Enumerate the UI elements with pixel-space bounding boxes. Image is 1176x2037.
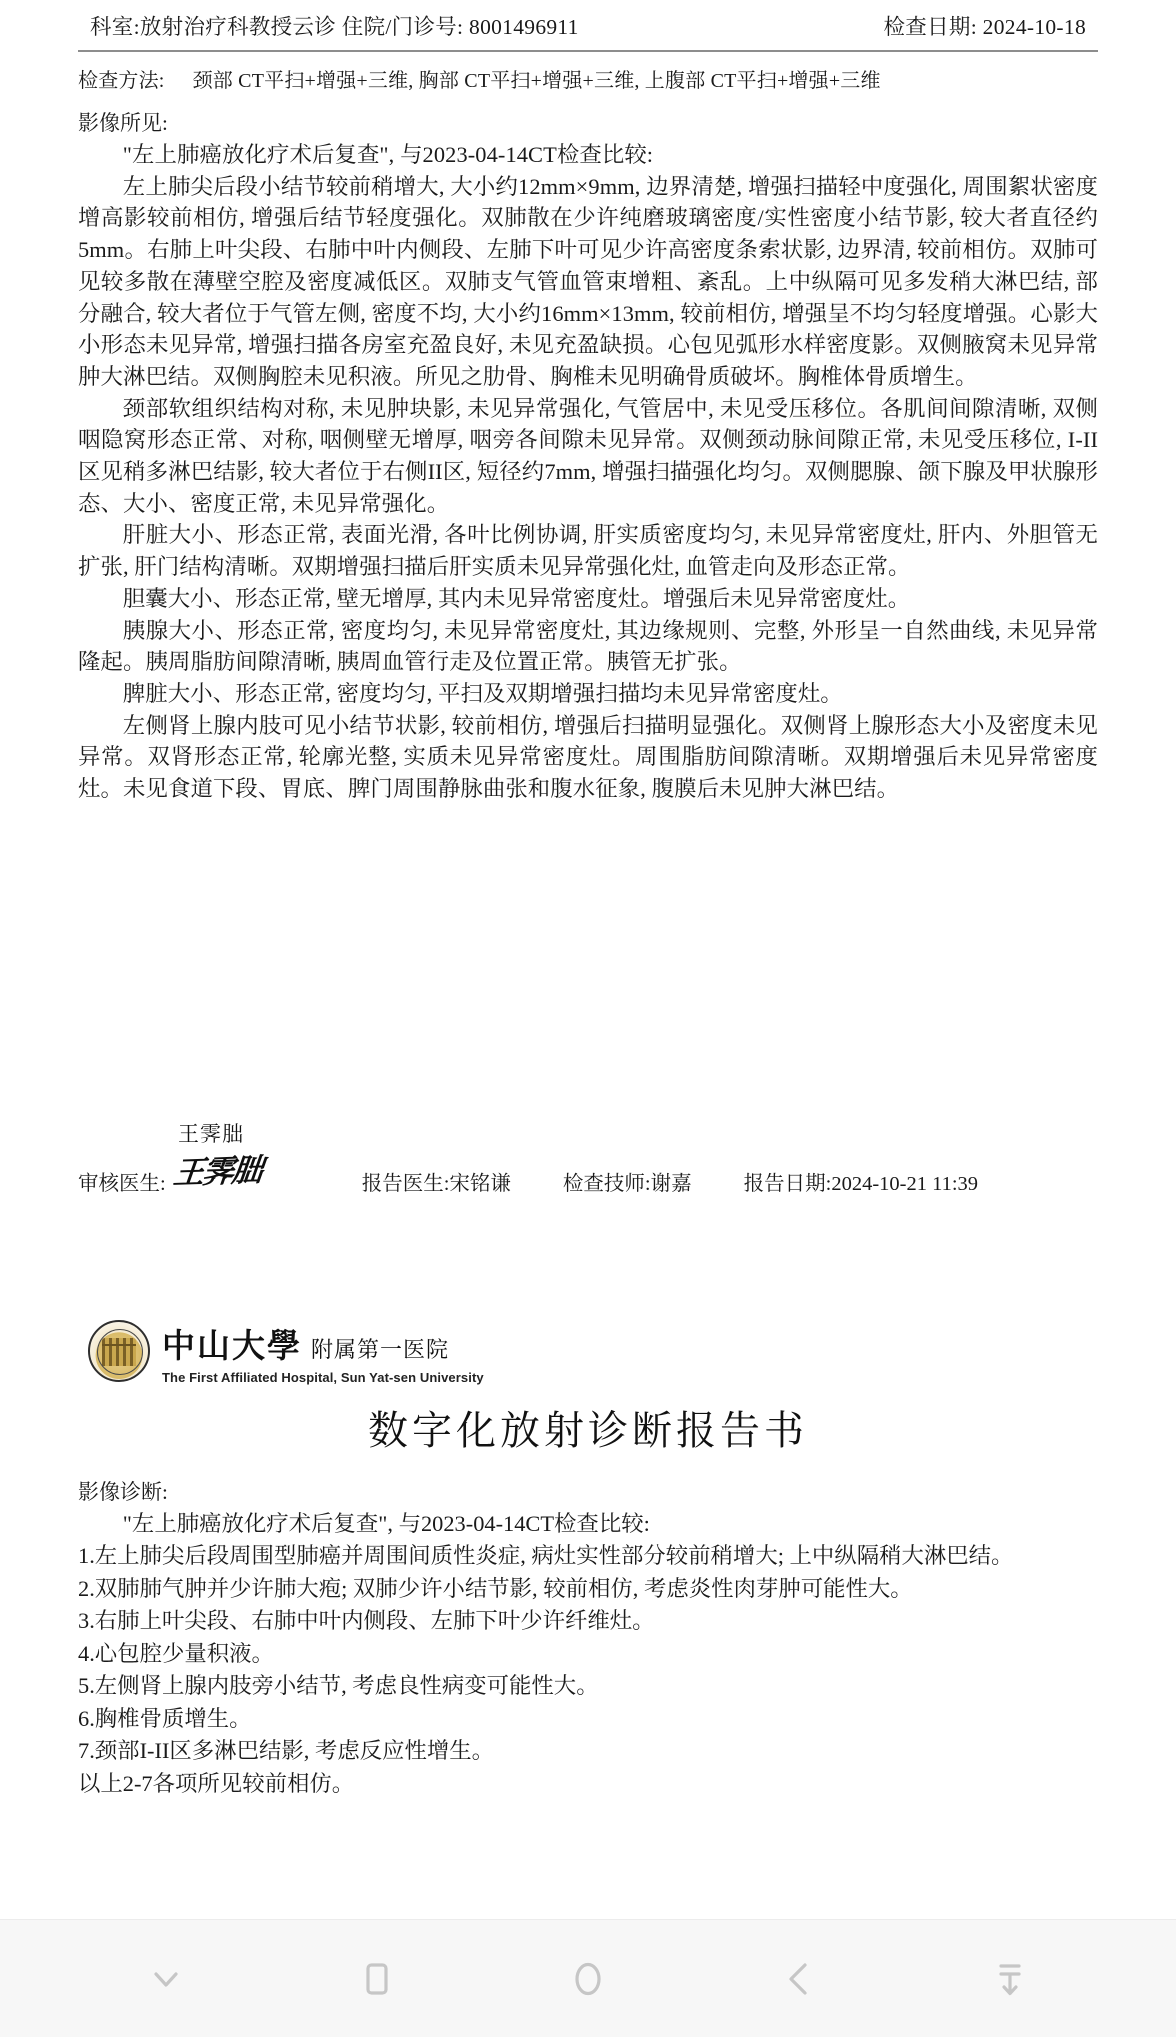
android-navigation-bar [0,1919,1176,2037]
report-continuation-sheet [0,0,1176,805]
hospital-affiliate-cn: 附属第一医院 [311,1337,450,1362]
diagnosis-item: 2.双肺肺气肿并少许肺大疱; 双肺少许小结节影, 较前相仿, 考虑炎性肉芽肿可能性大。 [78,1575,913,1601]
exam-date-value: 2024-10-18 [982,15,1086,39]
diagnosis-item: 5.左侧肾上腺内肢旁小结节, 考虑良性病变可能性大。 [78,1673,599,1699]
hospital-name-block [162,1318,484,1385]
findings-paragraph: "左上肺癌放化疗术后复查", 与2023-04-14CT检查比较: [122,142,654,167]
signature-block [0,1122,1176,1196]
scroll-down-icon[interactable] [964,1933,1056,2025]
university-seal-icon [88,1320,150,1382]
findings-paragraph: 左上肺尖后段小结节较前稍增大, 大小约12mm×9mm, 边界清楚, 增强扫描轻中度强化, 周围絮状密度增高影较前相仿, 增强后结节轻度强化。双肺散在少许纯磨玻璃密度/实性密度小结节影, 较大者直径约5mm。右肺上叶尖段、右肺中叶内侧段、左肺下叶可见少许高密度条索状影, 边界清, 较前相仿。双肺可见较多散在薄壁空腔及密度减低区。双肺支气管血管束增粗、紊乱。上中纵隔可见多发稍大淋巴结, 部分融合, 较大者位于气管左侧, 密度不均, 大小约16mm×13mm, 较前相仿, 增强呈不均匀轻度增强。心影大小形态未见异常, 增强扫描各房室充盈良好, 未见充盈缺损。心包见弧形水样密度影。双侧腋窝未见异常肿大淋巴结。双侧胸腔未见积液。所见之肋骨、胸椎未见明确骨质破坏。胸椎体骨质增生。 [78,173,1098,389]
diagnosis-footer: 以上2-7各项所见较前相仿。 [78,1770,355,1796]
findings-paragraph: 颈部软组织结构对称, 未见肿块影, 未见异常强化, 气管居中, 未见受压移位。各肌间间隙清晰, 双侧咽隐窝形态正常、对称, 咽侧壁无增厚, 咽旁各间隙未见异常。双侧颈动脉间隙正常, 未见受压移位, I-II区见稍多淋巴结影, 较大者位于右侧II区, 短径约7mm, 增强扫描强化均匀。双侧腮腺、颌下腺及甲状腺形态、大小、密度正常, 未见异常强化。 [78,395,1098,516]
findings-paragraph: 胰腺大小、形态正常, 密度均匀, 未见异常密度灶, 其边缘规则、完整, 外形呈一自然曲线, 未见异常隆起。胰周脂肪间隙清晰, 胰周血管行走及位置正常。胰管无扩张。 [78,617,1098,675]
hospital-name-english: The First Affiliated Hospital, Sun Yat-sen University [162,1370,484,1385]
reviewer-printed-name: 王霁朏 [178,1122,244,1146]
seal-inner-ring [97,1329,143,1375]
findings-paragraph: 肝脏大小、形态正常, 表面光滑, 各叶比例协调, 肝实质密度均匀, 未见异常密度灶, 肝内、外胆管无扩张, 肝门结构清晰。双期增强扫描后肝实质未见异常强化灶, 血管走向及形态正常。 [78,522,1098,580]
header-exam-date [884,10,1087,41]
reporter-value: 宋铭谦 [449,1173,511,1195]
findings-body [0,137,1176,805]
diagnosis-item: 7.颈部I-II区多淋巴结影, 考虑反应性增生。 [78,1738,495,1764]
diagnosis-item: 1.左上肺尖后段周围型肺癌并周围间质性炎症, 病灶实性部分较前稍增大; 上中纵隔稍大淋巴结。 [78,1543,1014,1569]
findings-paragraph: 脾脏大小、形态正常, 密度均匀, 平扫及双期增强扫描均未见异常密度灶。 [122,680,843,706]
report-date-label: 报告日期: [743,1173,832,1195]
patient-no-value: 8001496911 [469,15,579,39]
diagnosis-comparison: "左上肺癌放化疗术后复查", 与2023-04-14CT检查比较: [122,1511,650,1536]
diagnosis-item: 4.心包腔少量积液。 [78,1640,274,1666]
page-title: 数字化放射诊断报告书 [368,1408,808,1453]
back-triangle-icon[interactable] [753,1933,845,2025]
exam-date-label: 检查日期: [883,15,977,39]
hospital-logo-row [0,1318,1176,1385]
exam-method-value: 颈部 CT平扫+增强+三维, 胸部 CT平扫+增强+三维, 上腹部 CT平扫+增强+三维 [192,70,881,92]
technician-value: 谢嘉 [650,1173,692,1195]
report-header-sheet [0,1318,1176,1800]
diagnosis-item: 6.胸椎骨质增生。 [78,1705,252,1731]
reviewer-label: 审核医生: [78,1173,166,1195]
university-name-cn: 中山大學 [162,1326,302,1365]
diagnosis-item: 3.右肺上叶尖段、右肺中叶内侧段、左肺下叶少许纤维灶。 [78,1608,655,1634]
recents-square-icon[interactable] [331,1933,423,2025]
reviewer-handwritten-signature: 王霁朏 [171,1152,263,1192]
reporter-label: 报告医生: [361,1173,450,1195]
report-header-row [0,0,1176,41]
technician-label: 检查技师: [562,1173,651,1195]
diagnosis-body [0,1506,1176,1800]
hospital-name-chinese [162,1320,484,1367]
findings-paragraph: 左侧肾上腺内肢可见小结节状影, 较前相仿, 增强后扫描明显强化。双侧肾上腺形态大小及密度未见异常。双肾形态正常, 轮廓光整, 实质未见异常密度灶。周围脂肪间隙清晰。双期增强后未见异常密度灶。未见食道下段、胃底、脾门周围静脉曲张和腹水征象, 腹膜后未见肿大淋巴结。 [78,712,1098,802]
findings-label: 影像所见: [78,111,168,135]
exam-method-row [0,52,1176,93]
report-date-value: 2024-10-21 11:39 [831,1173,979,1195]
findings-paragraph: 胆囊大小、形态正常, 壁无增厚, 其内未见异常密度灶。增强后未见异常密度灶。 [122,585,911,611]
department-value: 放射治疗科教授云诊 [139,15,337,39]
header-department [90,10,579,41]
home-circle-icon[interactable] [542,1933,634,2025]
exam-method-label: 检查方法: [78,70,165,92]
department-label: 科室: [90,15,140,39]
diagnosis-label: 影像诊断: [78,1480,168,1504]
chevron-down-icon[interactable] [120,1933,212,2025]
patient-no-label: 住院/门诊号: [341,15,464,39]
